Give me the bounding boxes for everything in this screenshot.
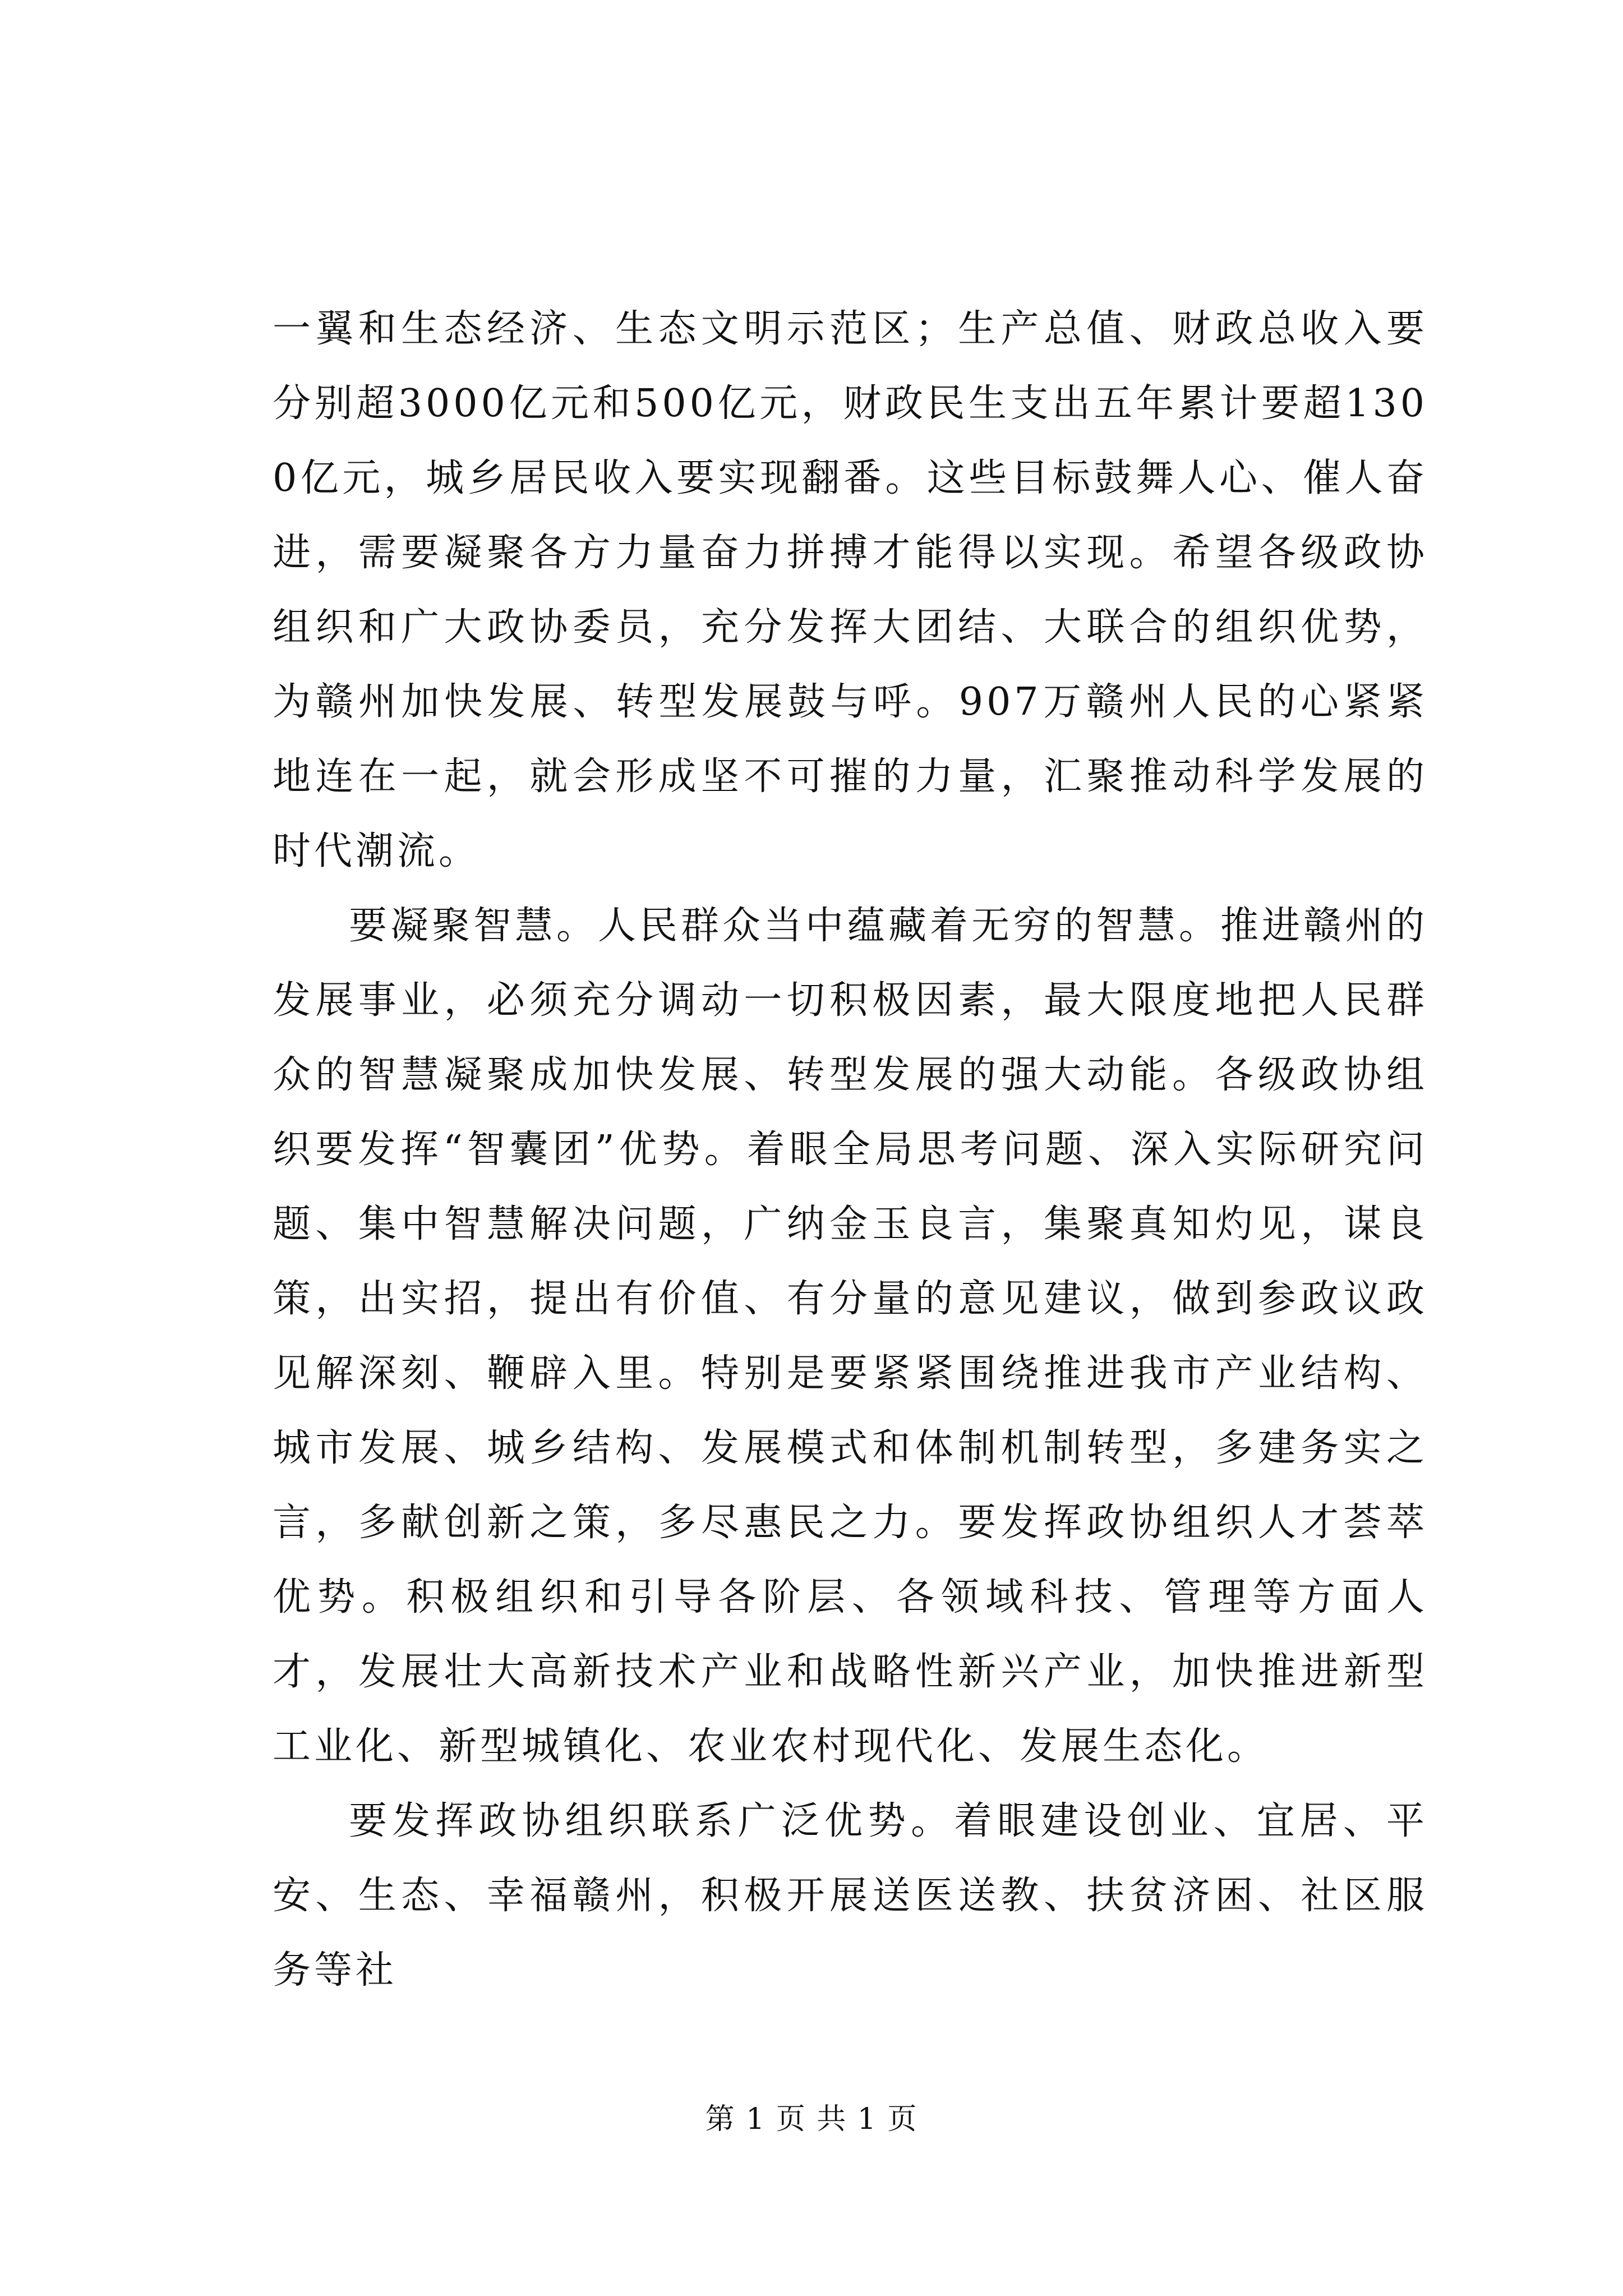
document-body <box>273 292 1428 2008</box>
paragraph-outreach: 要发挥政协组织联系广泛优势。着眼建设创业、宜居、平安、生态、幸福赣州，积极开展送医送教、扶贫济困、社区服务等社 <box>273 1799 1428 1993</box>
paragraph-wisdom: 要凝聚智慧。人民群众当中蕴藏着无穷的智慧。推进赣州的发展事业，必须充分调动一切积极因素，最大限度地把人民群众的智慧凝聚成加快发展、转型发展的强大动能。各级政协组织要发挥“智囊团”优势。着眼全局思考问题、深入实际研究问题、集中智慧解决问题，广纳金玉良言，集聚真知灼见，谋良策，出实招，提出有价值、有分量的意见建议，做到参政议政见解深刻、鞭辟入里。特别是要紧紧围绕推进我市产业结构、城市发展、城乡结构、发展模式和体制机制转型，多建务实之言，多献创新之策，多尽惠民之力。要发挥政协组织人才荟萃优势。积极组织和引导各阶层、各领域科技、管理等方面人才，发展壮大高新技术产业和战略性新兴产业，加快推进新型工业化、新型城镇化、农业农村现代化、发展生态化。 <box>273 904 1428 1769</box>
paragraph-continuation: 一翼和生态经济、生态文明示范区；生产总值、财政总收入要分别超3000亿元和500亿元，财政民生支出五年累计要超1300亿元，城乡居民收入要实现翻番。这些目标鼓舞人心、催人奋进，需要凝聚各方力量奋力拼搏才能得以实现。希望各级政协组织和广大政协委员，充分发挥大团结、大联合的组织优势，为赣州加快发展、转型发展鼓与呼。907万赣州人民的心紧紧地连在一起，就会形成坚不可摧的力量，汇聚推动科学发展的时代潮流。 <box>273 307 1428 873</box>
page-footer: 第 1 页 共 1 页 <box>705 2102 918 2136</box>
